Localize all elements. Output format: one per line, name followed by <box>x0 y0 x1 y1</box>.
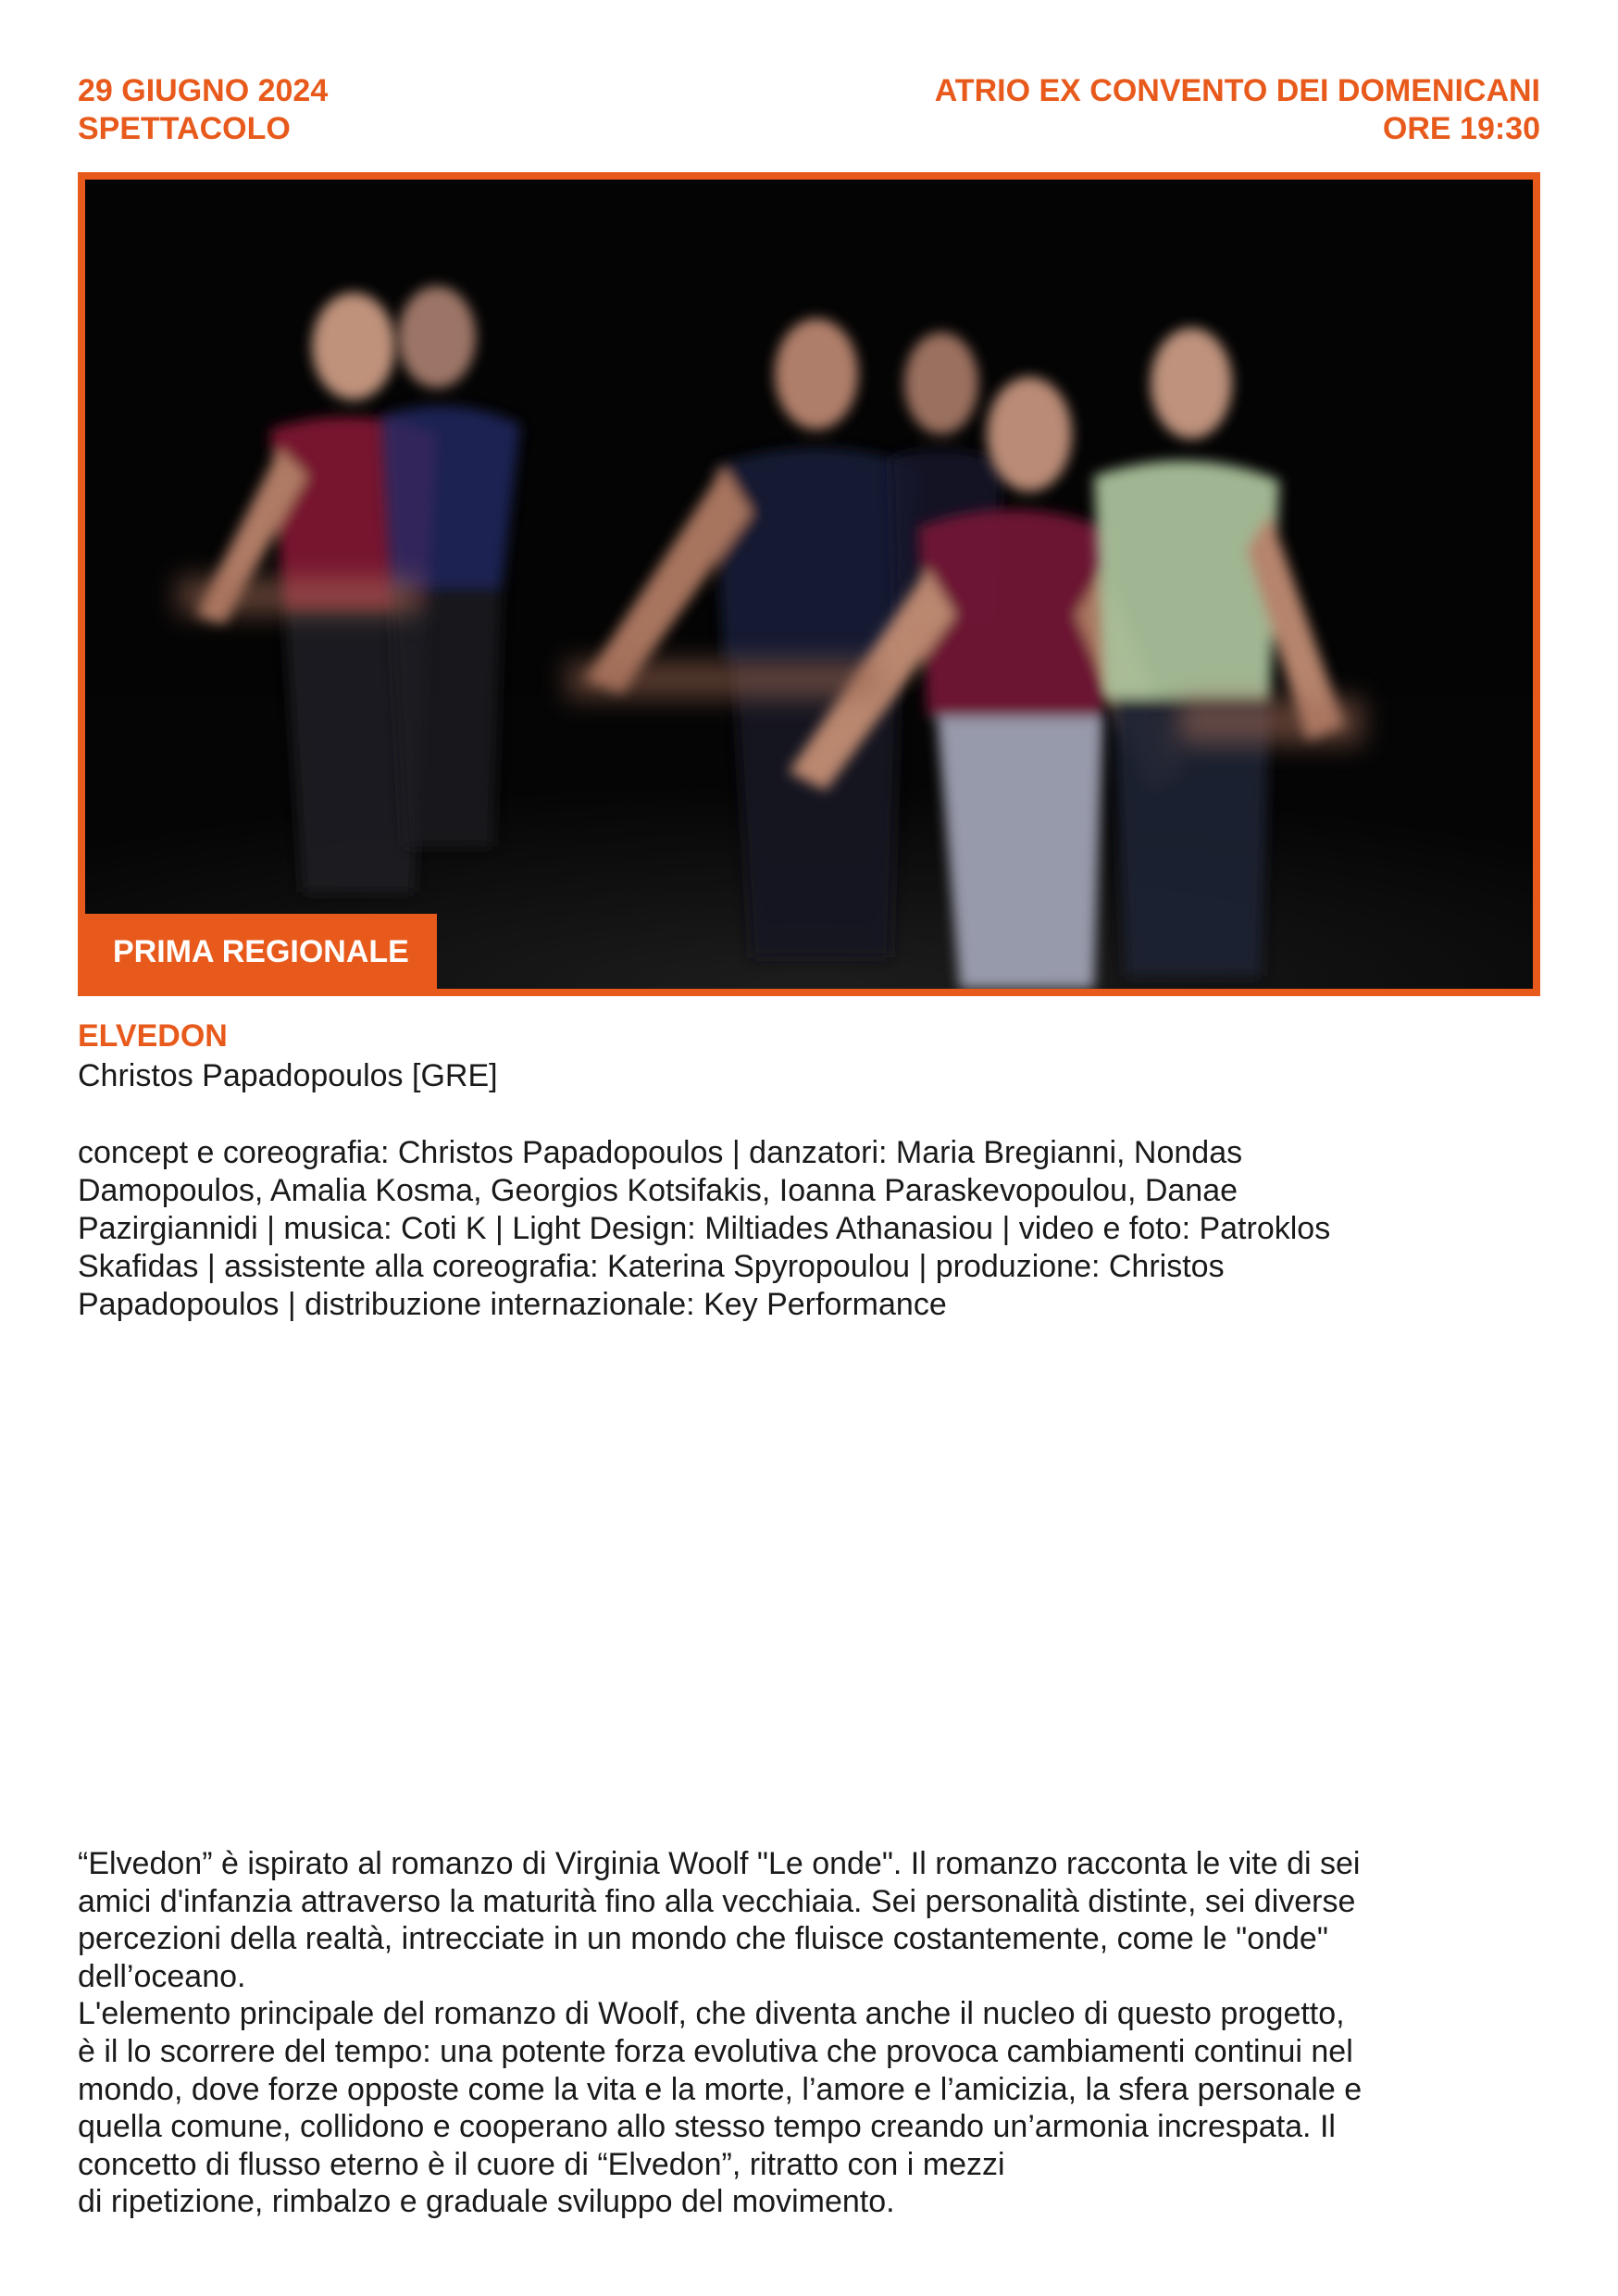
credits-line: Pazirgiannidi | musica: Coti K | Light Design: Miltiades Athanasiou | video e foto: Patroklos <box>78 1211 1331 1246</box>
premiere-badge: PRIMA REGIONALE <box>85 914 437 989</box>
credits-line: Damopoulos, Amalia Kosma, Georgios Kotsifakis, Ioanna Paraskevopoulou, Danae <box>78 1173 1238 1208</box>
dancers-image <box>85 180 1533 989</box>
credits-line: Skafidas | assistente alla coreografia: Katerina Spyropoulou | produzione: Christos <box>78 1249 1225 1284</box>
description-line: è il lo scorrere del tempo: una potente forza evolutiva che provoca cambiamenti continui nel <box>78 2033 1353 2069</box>
description-line: di ripetizione, rimbalzo e graduale sviluppo del movimento. <box>78 2184 895 2220</box>
description-line: percezioni della realtà, intrecciate in un mondo che fluisce costantemente, come le "onde" <box>78 1921 1328 1957</box>
credits-line: Papadopoulos | distribuzione internazionale: Key Performance <box>78 1287 947 1322</box>
event-date-block <box>78 72 328 148</box>
event-date: 29 GIUGNO 2024 <box>78 73 329 108</box>
event-time: ORE 19:30 <box>1382 111 1540 146</box>
event-venue: ATRIO EX CONVENTO DEI DOMENICANI <box>934 73 1540 108</box>
description-line: concetto di flusso eterno è il cuore di “Elvedon”, ritratto con i mezzi <box>78 2146 1005 2182</box>
description-line: “Elvedon” è ispirato al romanzo di Virginia Woolf "Le onde". Il romanzo racconta le vite di sei <box>78 1846 1361 1881</box>
description-line: mondo, dove forze opposte come la vita e la morte, l’amore e l’amicizia, la sfera personale e <box>78 2071 1363 2107</box>
description-block <box>78 1845 1559 2221</box>
description-line: dell’oceano. <box>78 1958 246 1994</box>
description-line: amici d'infanzia attraverso la maturità fino alla vecchiaia. Sei personalità distinte, sei diverse <box>78 1883 1356 1919</box>
show-author: Christos Papadopoulos [GRE] <box>78 1058 498 1093</box>
description-line: L'elemento principale del romanzo di Woolf, che diventa anche il nucleo di questo progetto, <box>78 1996 1345 2032</box>
event-category: SPETTACOLO <box>78 111 291 146</box>
credits-block <box>78 1134 1550 1324</box>
event-venue-block <box>935 72 1540 148</box>
description-line: quella comune, collidono e cooperano allo stesso tempo creando un’armonia increspata. Il <box>78 2109 1336 2145</box>
show-title: ELVEDON <box>78 1018 228 1054</box>
dance-photo <box>78 172 1540 996</box>
credits-line: concept e coreografia: Christos Papadopoulos | danzatori: Maria Bregianni, Nondas <box>78 1135 1243 1170</box>
